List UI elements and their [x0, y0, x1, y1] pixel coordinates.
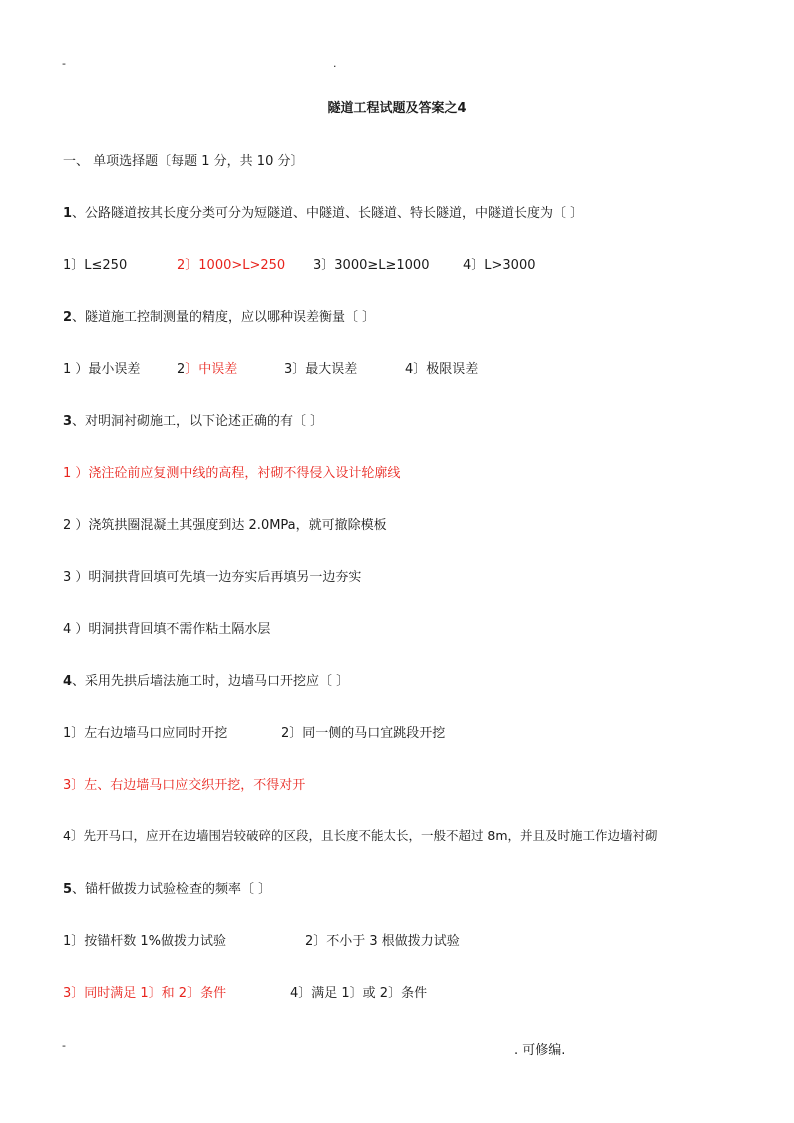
option-2: 2〕不小于 3 根做拨力试验 — [305, 934, 460, 949]
option-3: 3〕3000≥L≥1000 — [313, 258, 430, 273]
question-5-options-3-4 — [63, 982, 427, 1001]
question-4 — [63, 670, 349, 689]
option-2-answer: 2〕1000>L>250 — [177, 258, 286, 273]
question-number: 1 — [63, 206, 73, 221]
question-number: 4 — [63, 674, 73, 689]
question-1 — [63, 202, 583, 221]
option-2: 2〕同一侧的马口宜跳段开挖 — [281, 726, 446, 741]
option-1: 1〕左右边墙马口应同时开挖 — [63, 726, 228, 741]
question-number: 3 — [63, 414, 73, 429]
question-3-option-4: 4 ）明洞拱背回填不需作粘土隔水层 — [63, 622, 271, 637]
option-4: 4〕极限误差 — [405, 362, 479, 377]
question-4-option-4: 4〕先开马口，应开在边墙围岩较破碎的区段，且长度不能太长，一般不超过 8m，并且及时施工作边墙衬砌 — [63, 828, 658, 843]
question-3 — [63, 410, 323, 429]
footer-editable-note: . 可修编. — [514, 1043, 566, 1058]
option-3-answer: 3〕同时满足 1〕和 2〕条件 — [63, 986, 227, 1001]
option-2-answer: 2〕中误差 — [177, 362, 238, 377]
question-4-options-1-2 — [63, 722, 445, 741]
footer-left-mark: - — [62, 1039, 66, 1052]
option-4: 4〕L>3000 — [463, 258, 536, 273]
question-5 — [63, 878, 271, 897]
question-3-option-2: 2 ）浇筑拱圈混凝土其强度到达 2.0MPa，就可撤除模板 — [63, 518, 387, 533]
question-5-options-1-2 — [63, 930, 460, 949]
option-4: 4〕满足 1〕或 2〕条件 — [290, 986, 428, 1001]
question-number: 5 — [63, 882, 73, 897]
question-number: 2 — [63, 310, 73, 325]
question-2-options — [63, 358, 478, 377]
document-title: 隧道工程试题及答案之4 — [327, 101, 467, 116]
option-3: 3〕最大误差 — [284, 362, 358, 377]
question-text: 、对明洞衬砌施工，以下论述正确的有〔 〕 — [72, 414, 324, 429]
question-4-option-3-answer: 3〕左、右边墙马口应交织开挖，不得对开 — [63, 778, 306, 793]
question-3-option-1-answer: 1 ）浇注砼前应复测中线的高程，衬砌不得侵入设计轮廓线 — [63, 466, 401, 481]
header-left-mark: - — [62, 57, 66, 70]
question-text: 、公路隧道按其长度分类可分为短隧道、中隧道、长隧道、特长隧道，中隧道长度为〔 〕 — [72, 206, 584, 221]
question-2 — [63, 306, 375, 325]
option-1: 1〕L≤250 — [63, 258, 128, 273]
option-1: 1 ）最小误差 — [63, 362, 141, 377]
question-3-option-3: 3 ）明洞拱背回填可先填一边夯实后再填另一边夯实 — [63, 570, 362, 585]
question-text: 、锚杆做拨力试验检查的频率〔 〕 — [72, 882, 272, 897]
question-text: 、隧道施工控制测量的精度，应以哪种误差衡量〔 〕 — [72, 310, 376, 325]
question-text: 、采用先拱后墙法施工时，边墙马口开挖应〔 〕 — [72, 674, 350, 689]
header-right-mark: . — [333, 57, 337, 70]
section-heading: 一、 单项选择题〔每题 1 分，共 10 分〕 — [63, 154, 304, 169]
question-1-options — [63, 254, 536, 273]
option-1: 1〕按锚杆数 1%做拨力试验 — [63, 934, 227, 949]
